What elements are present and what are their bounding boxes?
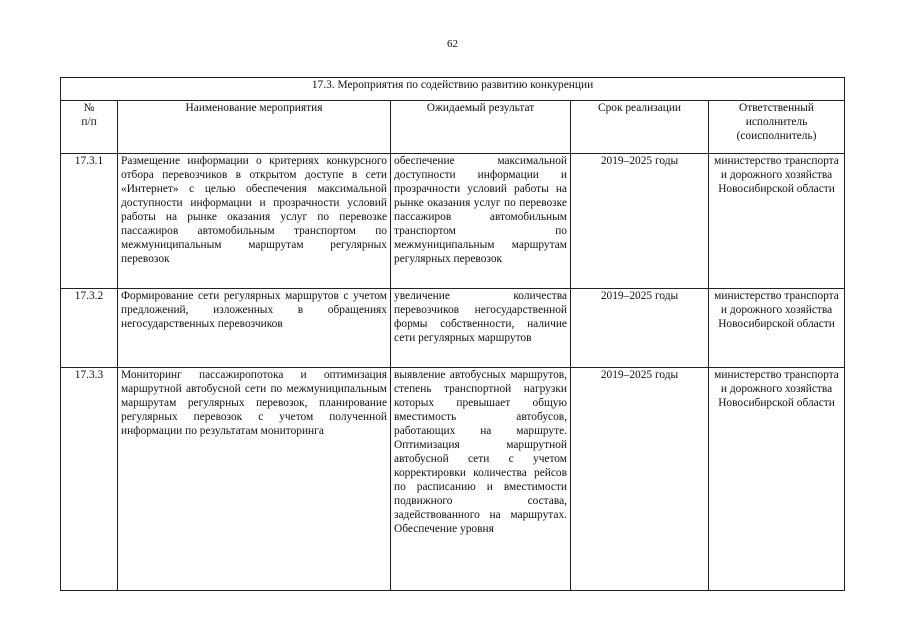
header-row [61,101,845,154]
table-row [61,368,845,591]
header-term: Срок реализации [571,101,709,154]
term: 2019–2025 годы [571,289,709,368]
responsible: министерство транспорта и дорожного хозяйства Новосибирской области [709,154,845,289]
row-number: 17.3.1 [61,154,118,289]
responsible: министерство транспорта и дорожного хозяйства Новосибирской области [709,289,845,368]
measure-name: Мониторинг пассажиропотока и оптимизация маршрутной автобусной сети по межмуниципальным маршрутам регулярных перевозок, планирование регулярных перевозок с учетом полученной информации по результатам мониторинга [118,368,391,591]
responsible: министерство транспорта и дорожного хозяйства Новосибирской области [709,368,845,591]
term: 2019–2025 годы [571,154,709,289]
row-number: 17.3.3 [61,368,118,591]
header-name: Наименование мероприятия [118,101,391,154]
expected-result: увеличение количества перевозчиков негосударственной формы собственности, наличие сети регулярных маршрутов [391,289,571,368]
section-title-row [61,78,845,101]
section-title: 17.3. Мероприятия по содействию развитию конкуренции [61,78,845,101]
table-row [61,289,845,368]
term: 2019–2025 годы [571,368,709,591]
measure-name: Размещение информации о критериях конкурсного отбора перевозчиков в открытом доступе в сети «Интернет» с целью обеспечения максимальной доступности информации и прозрачности условий работы на рынке оказания услуг по перевозке пассажиров автомобильным транспортом по межмуниципальным маршрутам регулярных перевозок [118,154,391,289]
table-row [61,154,845,289]
header-num: № п/п [61,101,118,154]
header-responsible: Ответственный исполнитель (соисполнитель) [709,101,845,154]
header-result: Ожидаемый результат [391,101,571,154]
row-number: 17.3.2 [61,289,118,368]
expected-result: выявление автобусных маршрутов, степень транспортной нагрузки которых превышает общую вместимость автобусов, работающих на маршруте. Оптимизация маршрутной автобусной сети с учетом корректировки количества рейсов по расписанию и вместимости подвижного состава, задействованного на маршрутах. Обеспечение уровня [391,368,571,591]
page-number: 62 [447,38,458,50]
measures-table [60,77,845,591]
expected-result: обеспечение максимальной доступности информации и прозрачности условий работы на рынке оказания услуг по перевозке пассажиров автомобильным транспортом по межмуниципальным маршрутам регулярных перевозок [391,154,571,289]
measure-name: Формирование сети регулярных маршрутов с учетом предложений, изложенных в обращениях негосударственных перевозчиков [118,289,391,368]
